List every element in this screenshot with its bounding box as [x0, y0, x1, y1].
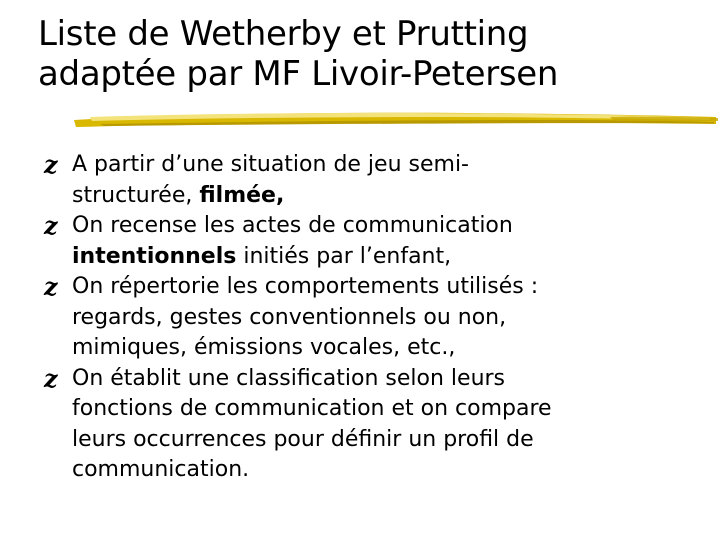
bullet-text-bold: intentionnels — [72, 243, 237, 269]
bullet-text-bold: filmée, — [199, 182, 285, 208]
bullet-item — [44, 364, 704, 486]
z-bullet-icon: z — [44, 272, 58, 301]
bullet-line — [72, 455, 704, 486]
slide-title — [38, 14, 698, 94]
bullet-text: leurs occurrences pour définir un profil de — [72, 426, 534, 452]
bullet-item — [44, 211, 704, 272]
bullet-line — [72, 150, 704, 181]
bullet-line — [72, 364, 704, 395]
brush-stroke-underline — [70, 104, 720, 132]
title-line-1: Liste de Wetherby et Prutting — [38, 14, 529, 54]
bullet-line — [72, 211, 704, 242]
bullet-item — [44, 272, 704, 364]
bullet-item — [44, 150, 704, 211]
bullet-text: On recense les actes de communication — [72, 213, 513, 238]
bullet-line — [72, 394, 704, 425]
bullet-text: mimiques, émissions vocales, etc., — [72, 335, 456, 360]
bullet-text: A partir d’une situation de jeu semi- — [72, 152, 469, 177]
bullet-text: fonctions de communication et on compare — [72, 396, 552, 421]
bullet-line — [72, 272, 704, 303]
bullet-list — [44, 150, 704, 486]
bullet-text: communication. — [72, 457, 250, 482]
bullet-text: regards, gestes conventionnels ou non, — [72, 304, 507, 330]
z-bullet-icon: z — [44, 150, 58, 179]
bullet-line — [72, 333, 704, 364]
bullet-text: On répertorie les comportements utilisés : — [72, 274, 539, 299]
bullet-text: structurée, — [72, 182, 200, 208]
z-bullet-icon: z — [44, 363, 58, 393]
bullet-line — [72, 425, 704, 456]
title-line-2: adaptée par MF Livoir-Petersen — [38, 54, 559, 94]
bullet-text: initiés par l’enfant, — [236, 243, 452, 269]
bullet-line — [72, 303, 704, 334]
bullet-line — [72, 242, 704, 273]
z-bullet-icon: z — [44, 211, 58, 240]
bullet-text: On établit une classification selon leurs — [72, 365, 506, 391]
bullet-line — [72, 181, 704, 212]
